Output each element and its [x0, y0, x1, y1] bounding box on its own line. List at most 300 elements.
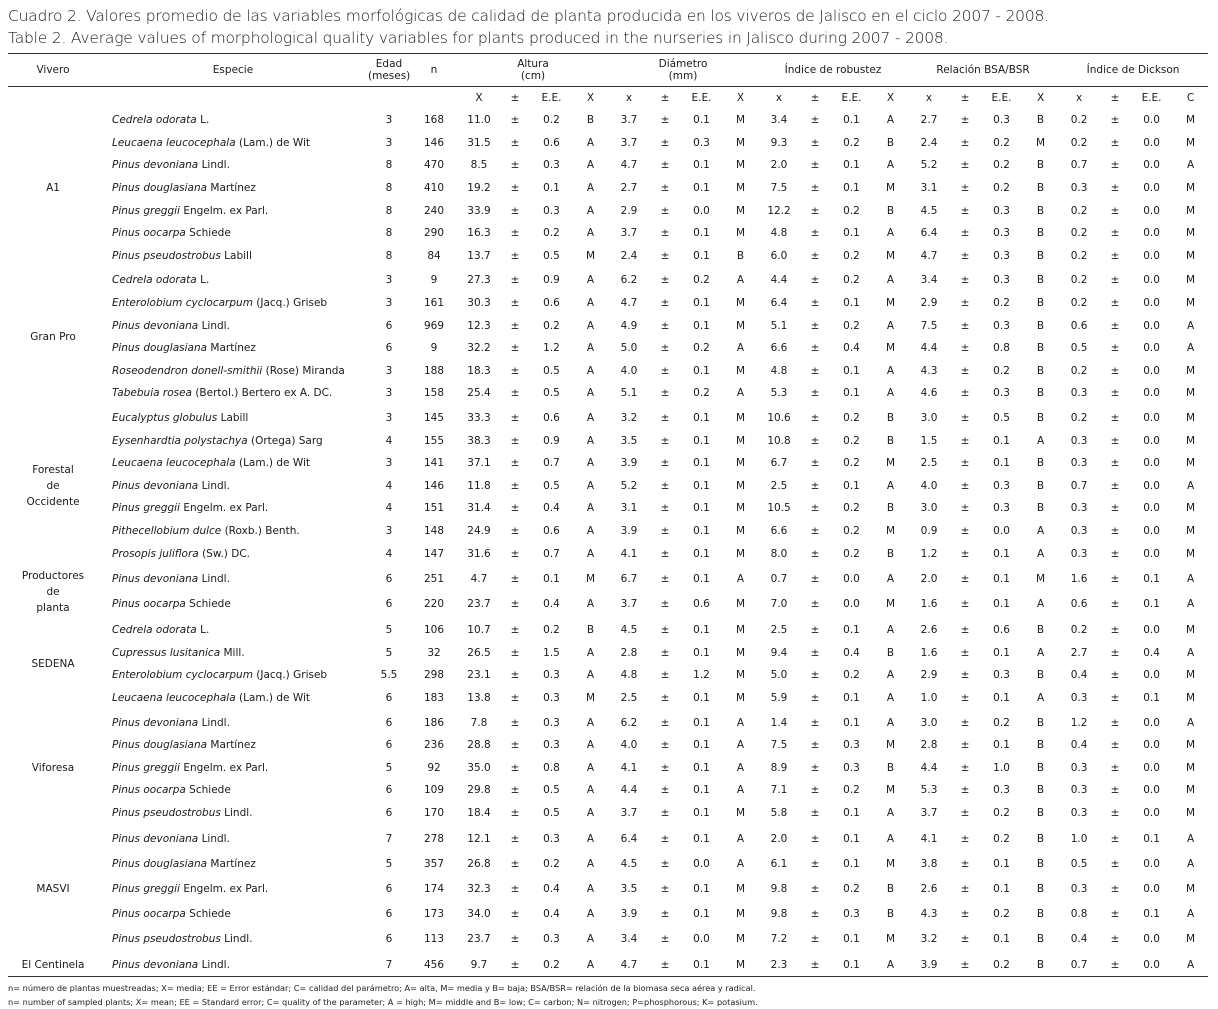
n-cell: 106: [423, 624, 445, 637]
species-author: (Roxb.) Benth.: [221, 524, 300, 537]
value-cell: A: [886, 159, 895, 172]
value-cell: A: [736, 716, 745, 729]
value-cell: 4.0: [920, 479, 938, 492]
value-cell: 0.3: [993, 249, 1010, 262]
edad-cell: 8: [385, 249, 393, 262]
value-cell: 1.6: [920, 598, 938, 611]
value-cell: 0.3: [993, 479, 1010, 492]
value-cell: A: [586, 412, 595, 425]
value-cell: 0.5: [543, 784, 560, 797]
value-cell: ±: [510, 857, 520, 870]
value-cell: 1.6: [920, 646, 938, 659]
value-cell: ±: [1110, 907, 1120, 920]
caption-spanish: Cuadro 2. Valores promedio de las variables morfológicas de calidad de planta producida en los viveros de Jalisco en el ciclo 2007 - 2008.: [8, 7, 1049, 25]
species-author: Engelm. ex Parl.: [179, 761, 269, 774]
n-cell: 170: [423, 806, 445, 819]
species-author: (Ortega) Sarg: [247, 434, 323, 447]
value-cell: 11.0: [467, 114, 491, 127]
value-cell: 3.0: [920, 502, 938, 515]
value-cell: B: [886, 434, 895, 447]
edad-cell: 8: [385, 159, 393, 172]
value-cell: A: [736, 573, 745, 586]
edad-cell: 3: [385, 387, 393, 400]
value-cell: 10.6: [767, 412, 791, 425]
value-cell: M: [585, 691, 596, 704]
value-cell: A: [1036, 524, 1045, 537]
value-cell: 0.3: [993, 274, 1010, 287]
edad-cell: 6: [385, 882, 393, 895]
species-name: Eysenhardtia polystachya: [112, 434, 248, 447]
value-cell: A: [586, 319, 595, 332]
value-cell: 26.5: [467, 646, 491, 659]
subheader-cell: X: [475, 92, 483, 104]
table-row: [8, 641, 1208, 664]
value-cell: A: [736, 784, 745, 797]
table-row: [8, 901, 1208, 926]
value-cell: B: [886, 646, 895, 659]
value-cell: ±: [960, 457, 970, 470]
value-cell: 33.3: [467, 412, 491, 425]
value-cell: A: [586, 227, 595, 240]
value-cell: ±: [1110, 457, 1120, 470]
edad-cell: 7: [368, 953, 410, 976]
subheader-cell: E.E.: [1141, 92, 1162, 104]
edad-cell: 5: [385, 761, 393, 774]
value-cell: 0.1: [693, 502, 710, 515]
value-cell: ±: [810, 857, 820, 870]
value-cell: 0.3: [993, 204, 1010, 217]
value-cell: B: [1036, 342, 1045, 355]
species-cell: [98, 292, 368, 315]
value-cell: 4.8: [620, 669, 638, 682]
header-row: [8, 54, 1208, 87]
value-cell: ±: [660, 646, 670, 659]
value-cell: A: [886, 479, 895, 492]
value-cell: A: [1036, 691, 1045, 704]
value-cell: 37.1: [467, 457, 491, 470]
value-cell: 31.4: [467, 502, 491, 515]
value-cell: A: [886, 364, 895, 377]
value-cell: 5.2: [620, 479, 638, 492]
species-name: Pinus pseudostrobus: [112, 249, 221, 262]
value-cell: 9.3: [770, 136, 788, 149]
value-cell: 0.0: [1143, 274, 1160, 287]
species-author: Schiede: [185, 227, 231, 240]
vivero-name: [8, 567, 98, 617]
value-cell: 0.0: [693, 204, 710, 217]
value-cell: M: [1186, 524, 1196, 537]
subheader-cell: x: [775, 92, 783, 104]
value-cell: ±: [960, 434, 970, 447]
value-cell: 0.2: [993, 907, 1010, 920]
value-cell: 0.2: [530, 953, 573, 976]
value-cell: B: [1036, 249, 1045, 262]
value-cell: 1.2: [920, 547, 938, 560]
value-cell: 0.2: [993, 136, 1010, 149]
value-cell: 2.0: [770, 832, 788, 845]
value-cell: 0.3: [543, 932, 560, 945]
table-row: [8, 360, 1208, 383]
subheader-cell: X: [586, 92, 595, 104]
value-cell: B: [1036, 297, 1045, 310]
value-cell: ±: [660, 932, 670, 945]
value-cell: ±: [510, 434, 520, 447]
value-cell: ±: [510, 342, 520, 355]
value-cell: 9.8: [770, 882, 788, 895]
value-cell: 0.2: [1070, 227, 1088, 240]
species-author: (Jacq.) Griseb: [252, 297, 328, 310]
value-cell: B: [886, 547, 895, 560]
value-cell: ±: [1110, 806, 1120, 819]
value-cell: A: [1036, 547, 1045, 560]
subheader-cell: X: [736, 92, 745, 104]
value-cell: M: [735, 412, 746, 425]
value-cell: 0.1: [693, 159, 710, 172]
value-cell: ±: [1110, 479, 1120, 492]
value-cell: 0.0: [1143, 412, 1160, 425]
species-author: Lindl.: [198, 716, 230, 729]
value-cell: 4.7: [620, 297, 638, 310]
table-row: [8, 382, 1208, 405]
species-author: Labill: [217, 412, 249, 425]
value-cell: 8.0: [770, 547, 788, 560]
value-cell: ±: [660, 907, 670, 920]
n-cell: 298: [423, 669, 445, 682]
value-cell: 0.3: [1070, 547, 1088, 560]
value-cell: A: [586, 646, 595, 659]
value-cell: 26.8: [467, 857, 491, 870]
value-cell: 0.0: [1143, 434, 1160, 447]
value-cell: M: [1186, 882, 1196, 895]
subheader-cell: X: [886, 92, 895, 104]
value-cell: 2.4: [620, 249, 638, 262]
value-cell: 0.2: [543, 114, 560, 127]
edad-cell: 5: [385, 624, 393, 637]
value-cell: A: [586, 159, 595, 172]
vivero-name: [8, 109, 98, 267]
subheader-cell: E.E.: [691, 92, 712, 104]
value-cell: 0.1: [843, 227, 860, 240]
value-cell: 5.1: [770, 319, 788, 332]
value-cell: ±: [810, 716, 820, 729]
value-cell: A: [736, 857, 745, 870]
value-cell: B: [1036, 182, 1045, 195]
species-author: Lindl.: [198, 319, 230, 332]
species-cell: [98, 592, 368, 617]
value-cell: 28.8: [467, 739, 491, 752]
value-cell: 4.7: [620, 159, 638, 172]
species-cell: [98, 687, 368, 710]
value-cell: 0.5: [543, 249, 560, 262]
value-cell: 0.4: [843, 342, 860, 355]
table-row: [8, 851, 1208, 876]
table-row: [8, 109, 1208, 132]
value-cell: 0.1: [993, 691, 1010, 704]
value-cell: 0.3: [993, 502, 1010, 515]
value-cell: 0.2: [543, 857, 560, 870]
value-cell: ±: [510, 387, 520, 400]
species-author: Martínez: [207, 857, 256, 870]
value-cell: 0.0: [1143, 227, 1160, 240]
value-cell: ±: [510, 691, 520, 704]
value-cell: 13.7: [467, 249, 491, 262]
value-cell: A: [736, 761, 745, 774]
value-cell: 0.3: [1070, 387, 1088, 400]
value-cell: 0.0: [1143, 479, 1160, 492]
value-cell: M: [1186, 364, 1196, 377]
value-cell: 29.8: [467, 784, 491, 797]
species-author: Lindl.: [198, 958, 230, 971]
header-altura: [458, 54, 608, 87]
value-cell: 0.3: [543, 716, 560, 729]
n-cell: 186: [423, 716, 445, 729]
value-cell: 4.1: [620, 761, 638, 774]
species-author: Mill.: [220, 646, 245, 659]
value-cell: 0.0: [1143, 249, 1160, 262]
value-cell: A: [886, 573, 895, 586]
value-cell: ±: [810, 319, 820, 332]
value-cell: A: [586, 479, 595, 492]
value-cell: M: [735, 547, 746, 560]
value-cell: M: [885, 297, 896, 310]
value-cell: 1.5: [920, 434, 938, 447]
value-cell: 3.9: [620, 457, 638, 470]
species-name: Pinus devoniana: [112, 958, 199, 971]
value-cell: 0.1: [693, 227, 710, 240]
value-cell: M: [735, 907, 746, 920]
value-cell: 6.7: [620, 573, 638, 586]
edad-cell: 3: [385, 274, 393, 287]
edad-cell: 8: [385, 182, 393, 195]
value-cell: 0.0: [1143, 669, 1160, 682]
value-cell: ±: [510, 182, 520, 195]
value-cell: 0.9: [543, 274, 560, 287]
value-cell: ±: [1110, 342, 1120, 355]
value-cell: ±: [960, 832, 970, 845]
notes-english: n= number of sampled plants; X= mean; EE = Standard error; C= quality of the parameter; A = high; M= middle and B= low; C= carbon; N= nitrogen; P=phosphorous; K= potasium.: [8, 996, 758, 1007]
value-cell: 0.0: [1143, 342, 1160, 355]
value-cell: 0.3: [1070, 761, 1088, 774]
value-cell: 9.4: [770, 646, 788, 659]
value-cell: 0.3: [543, 669, 560, 682]
edad-cell: 6: [385, 716, 393, 729]
edad-cell: 6: [385, 598, 393, 611]
species-author: (Sw.) DC.: [198, 547, 250, 560]
species-name: Pinus greggii: [112, 761, 180, 774]
value-cell: B: [1036, 502, 1045, 515]
value-cell: 0.1: [693, 297, 710, 310]
header-vivero: Vivero: [8, 54, 98, 87]
value-cell: M: [735, 932, 746, 945]
species-name: Pinus devoniana: [112, 479, 199, 492]
value-cell: 0.1: [843, 479, 860, 492]
value-cell: A: [886, 716, 895, 729]
value-cell: 0.7: [1070, 159, 1088, 172]
value-cell: A: [586, 182, 595, 195]
vivero-name-line: Occidente: [26, 495, 80, 508]
value-cell: 35.0: [467, 761, 491, 774]
value-cell: M: [735, 691, 746, 704]
value-cell: 0.2: [843, 502, 860, 515]
value-cell: 0.1: [693, 434, 710, 447]
value-cell: 3.4: [920, 274, 938, 287]
vivero-name: [8, 269, 98, 405]
table-row: [8, 734, 1208, 757]
value-cell: ±: [810, 832, 820, 845]
value-cell: 4.6: [920, 387, 938, 400]
value-cell: 0.2: [993, 297, 1010, 310]
species-cell: [98, 199, 368, 222]
value-cell: ±: [960, 319, 970, 332]
value-cell: 0.1: [843, 716, 860, 729]
subheader-blank: [98, 87, 368, 110]
edad-cell: 5: [385, 857, 393, 870]
value-cell: 0.6: [693, 598, 710, 611]
value-cell: 0.6: [543, 412, 560, 425]
edad-cell: 3: [385, 457, 393, 470]
value-cell: 0.0: [693, 932, 710, 945]
value-cell: A: [886, 691, 895, 704]
subheader-cell: ±: [510, 92, 520, 104]
value-cell: A: [1186, 319, 1195, 332]
value-cell: 7.1: [770, 784, 788, 797]
value-cell: 0.2: [843, 249, 860, 262]
value-cell: 0.0: [693, 857, 710, 870]
species-author: Schiede: [185, 907, 231, 920]
table-row: [8, 687, 1208, 710]
value-cell: 0.0: [843, 598, 860, 611]
species-cell: [98, 177, 368, 200]
value-cell: M: [735, 364, 746, 377]
value-cell: M: [885, 784, 896, 797]
species-cell: [98, 664, 368, 687]
value-cell: 0.8: [993, 342, 1010, 355]
value-cell: B: [1036, 932, 1045, 945]
value-cell: A: [886, 227, 895, 240]
quality-table: [8, 53, 1208, 977]
value-cell: ±: [960, 691, 970, 704]
value-cell: 0.4: [1070, 739, 1088, 752]
value-cell: 3.1: [620, 502, 638, 515]
n-cell: 147: [423, 547, 445, 560]
value-cell: 0.7: [1058, 953, 1100, 976]
table-row: [8, 177, 1208, 200]
species-author: (Rose) Miranda: [262, 364, 345, 377]
value-cell: 2.9: [920, 669, 938, 682]
value-cell: 3.9: [620, 907, 638, 920]
n-cell: 278: [423, 832, 445, 845]
vivero-name-line: de: [46, 479, 60, 492]
n-cell: 220: [423, 598, 445, 611]
value-cell: 0.1: [993, 457, 1010, 470]
n-cell: 410: [423, 182, 445, 195]
value-cell: 0.3: [543, 832, 560, 845]
value-cell: 0.0: [1143, 882, 1160, 895]
value-cell: M: [735, 882, 746, 895]
value-cell: A: [1186, 857, 1195, 870]
value-cell: ±: [660, 204, 670, 217]
value-cell: 2.5: [620, 691, 638, 704]
value-cell: 0.1: [993, 739, 1010, 752]
value-cell: ±: [960, 669, 970, 682]
value-cell: 0.0: [1143, 204, 1160, 217]
species-name: Pinus oocarpa: [112, 227, 186, 240]
value-cell: 0.0: [1143, 524, 1160, 537]
value-cell: ±: [1110, 387, 1120, 400]
value-cell: ±: [660, 547, 670, 560]
value-cell: 0.0: [1143, 932, 1160, 945]
value-cell: 0.1: [830, 953, 873, 976]
value-cell: ±: [810, 502, 820, 515]
value-cell: 0.0: [1143, 784, 1160, 797]
n-cell: 251: [423, 573, 445, 586]
value-cell: M: [1186, 182, 1196, 195]
table-row: [8, 926, 1208, 951]
value-cell: M: [885, 932, 896, 945]
species-name: Cupressus lusitanica: [112, 646, 221, 659]
species-name: Pinus pseudostrobus: [112, 806, 221, 819]
value-cell: ±: [810, 691, 820, 704]
value-cell: 0.0: [1143, 739, 1160, 752]
value-cell: 0.0: [1143, 624, 1160, 637]
value-cell: ±: [660, 573, 670, 586]
value-cell: ±: [1110, 646, 1120, 659]
n-cell: 113: [423, 932, 445, 945]
value-cell: M: [735, 182, 746, 195]
value-cell: ±: [960, 249, 970, 262]
value-cell: M: [735, 646, 746, 659]
value-cell: M: [1186, 691, 1196, 704]
species-name: Pinus devoniana: [112, 159, 199, 172]
species-cell: [98, 802, 368, 825]
value-cell: 4.8: [770, 227, 788, 240]
species-author: L.: [196, 624, 210, 637]
edad-cell: 6: [385, 932, 393, 945]
value-cell: 0.1: [843, 159, 860, 172]
header-dickson: Índice de Dickson: [1058, 54, 1208, 87]
value-cell: A: [573, 953, 608, 976]
value-cell: 7.5: [920, 319, 938, 332]
value-cell: ±: [510, 547, 520, 560]
value-cell: ±: [960, 624, 970, 637]
value-cell: B: [1036, 387, 1045, 400]
value-cell: ±: [660, 761, 670, 774]
value-cell: 3.2: [620, 412, 638, 425]
value-cell: ±: [660, 342, 670, 355]
value-cell: 0.3: [1070, 434, 1088, 447]
value-cell: M: [1186, 297, 1196, 310]
value-cell: ±: [510, 524, 520, 537]
value-cell: ±: [810, 342, 820, 355]
species-cell: [98, 779, 368, 802]
species-name: Leucaena leucocephala: [112, 136, 236, 149]
value-cell: 0.5: [543, 387, 560, 400]
value-cell: 0.1: [843, 832, 860, 845]
value-cell: 2.6: [920, 624, 938, 637]
value-cell: M: [885, 342, 896, 355]
value-cell: M: [1186, 274, 1196, 287]
value-cell: ±: [510, 598, 520, 611]
n-cell: 188: [423, 364, 445, 377]
value-cell: 6.4: [770, 297, 788, 310]
species-author: Engelm. ex Parl.: [179, 882, 269, 895]
n-cell: 173: [423, 907, 445, 920]
value-cell: A: [586, 598, 595, 611]
species-cell: [98, 109, 368, 132]
value-cell: 0.1: [693, 691, 710, 704]
value-cell: A: [736, 274, 745, 287]
value-cell: 7.5: [770, 739, 788, 752]
